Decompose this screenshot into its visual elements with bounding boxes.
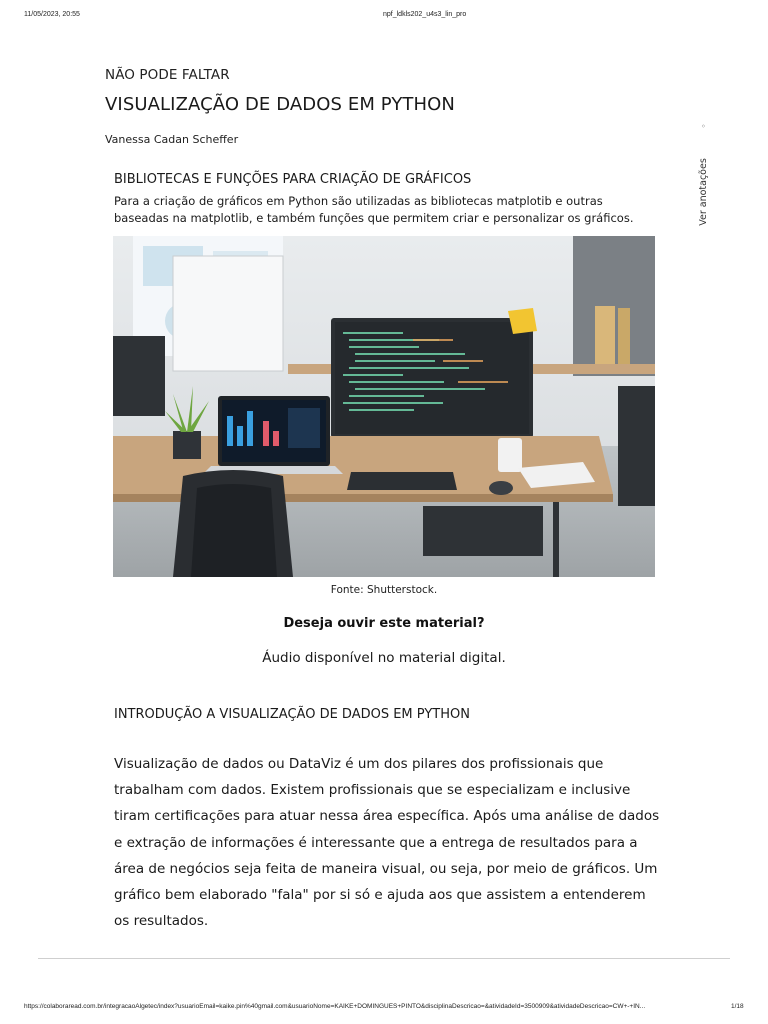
view-annotations-link[interactable]: Ver anotações (698, 158, 709, 226)
section-description: Para a criação de gráficos em Python são utilizadas as bibliotecas matplotib e outras baseadas na matplotlib, e também funções que permitem criar e personalizar os gráficos. (114, 194, 634, 225)
figure-caption: Fonte: Shutterstock. (330, 584, 438, 596)
annotation-icon[interactable]: ◦ (701, 122, 706, 131)
author-name: Vanessa Cadan Scheffer (105, 133, 239, 146)
section-heading: BIBLIOTECAS E FUNÇÕES PARA CRIAÇÃO DE GRÁFICOS (114, 172, 472, 187)
intro-heading: INTRODUÇÃO A VISUALIZAÇÃO DE DADOS EM PYTHON (114, 707, 470, 722)
audio-availability-note: Áudio disponível no material digital. (262, 650, 506, 666)
page-number: 1/18 (731, 1003, 744, 1010)
page-title: VISUALIZAÇÃO DE DADOS EM PYTHON (105, 94, 455, 115)
office-desk-illustration (113, 236, 655, 577)
page-divider (38, 958, 730, 959)
print-document-id: npf_ldkls202_u4s3_lin_pro (383, 11, 467, 18)
kicker: NÃO PODE FALTAR (105, 67, 230, 83)
print-url: https://colaboraread.com.br/integracaoAlgetec/index?usuarioEmail=kaike.pin%40gmail.com&usuarioNome=KAIKE+DOMINGUES+PINTO&disciplinaDescricao=&atividadeId=3500909&atividadeDescricao=CW+-+IN... (24, 1003, 646, 1010)
office-desk-photo (113, 236, 655, 577)
intro-paragraph: Visualização de dados ou DataViz é um dos pilares dos profissionais que trabalham com dados. Existem profissionais que se especializam e inclusive tiram certificações para atuar nessa área específica. Após uma análise de dados e extração de informações é interessante que a entrega de resultados para a área de negócios seja feita de maneira visual, ou seja, por meio de gráficos. Um gráfico bem elaborado "fala" por si só e ajuda aos que assistem a entenderem os resultados. (114, 756, 660, 930)
print-datetime: 11/05/2023, 20:55 (24, 11, 80, 18)
audio-prompt: Deseja ouvir este material? (283, 616, 485, 631)
